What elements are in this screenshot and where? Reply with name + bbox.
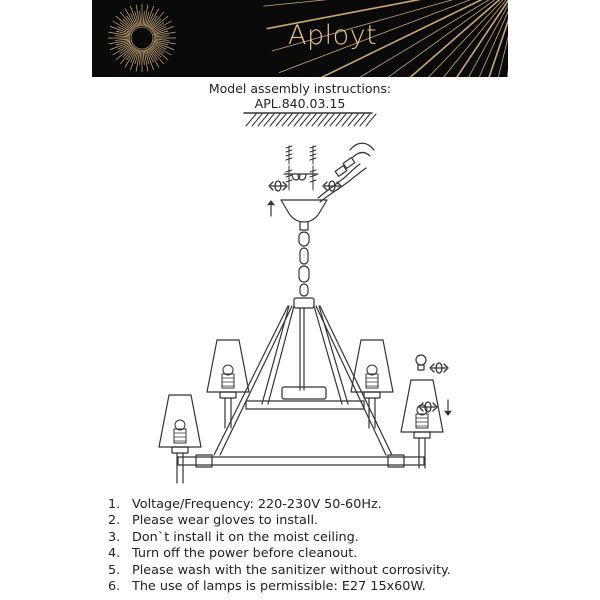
lamp-shade: [159, 395, 201, 483]
instruction-item: 1. Voltage/Frequency: 220-230V 50-60Hz.: [108, 497, 382, 512]
instruction-item: 5. Please wash with the sanitizer without corrosivity.: [108, 562, 451, 578]
ceiling-hatch-icon: [244, 113, 376, 126]
model-code: APL.840.03.15: [254, 96, 346, 111]
instruction-list: [108, 497, 588, 595]
instruction-item: 3. Don`t install it on the moist ceiling.: [108, 529, 359, 545]
document-heading: [0, 81, 600, 111]
heading-text: Model assembly instructions:: [208, 81, 392, 96]
down-arrow-icon: [445, 400, 451, 415]
wire-connector-icon: [318, 143, 374, 202]
sun-logo-icon: [108, 4, 176, 72]
chandelier-drawing: [0, 110, 600, 495]
rotate-arrow-icon: [269, 181, 448, 412]
mounting-screws-icon: [286, 146, 316, 190]
instruction-item: 6. The use of lamps is permissible: E27 15x60W.: [108, 579, 426, 595]
bulb-icon: [416, 355, 426, 370]
ceiling-canopy-icon: [281, 200, 327, 230]
up-arrow-icon: [268, 201, 274, 216]
brand-banner: [92, 0, 508, 77]
instruction-item: 2. Please wear gloves to install.: [108, 513, 319, 529]
chain-icon: [299, 232, 309, 296]
chandelier-frame: [178, 298, 424, 467]
lamp-shade: [401, 380, 443, 468]
instruction-item: 4. Turn off the power before cleanout.: [108, 546, 358, 562]
brand-name: Aployt: [288, 20, 378, 51]
lamp-shade: [207, 340, 249, 428]
